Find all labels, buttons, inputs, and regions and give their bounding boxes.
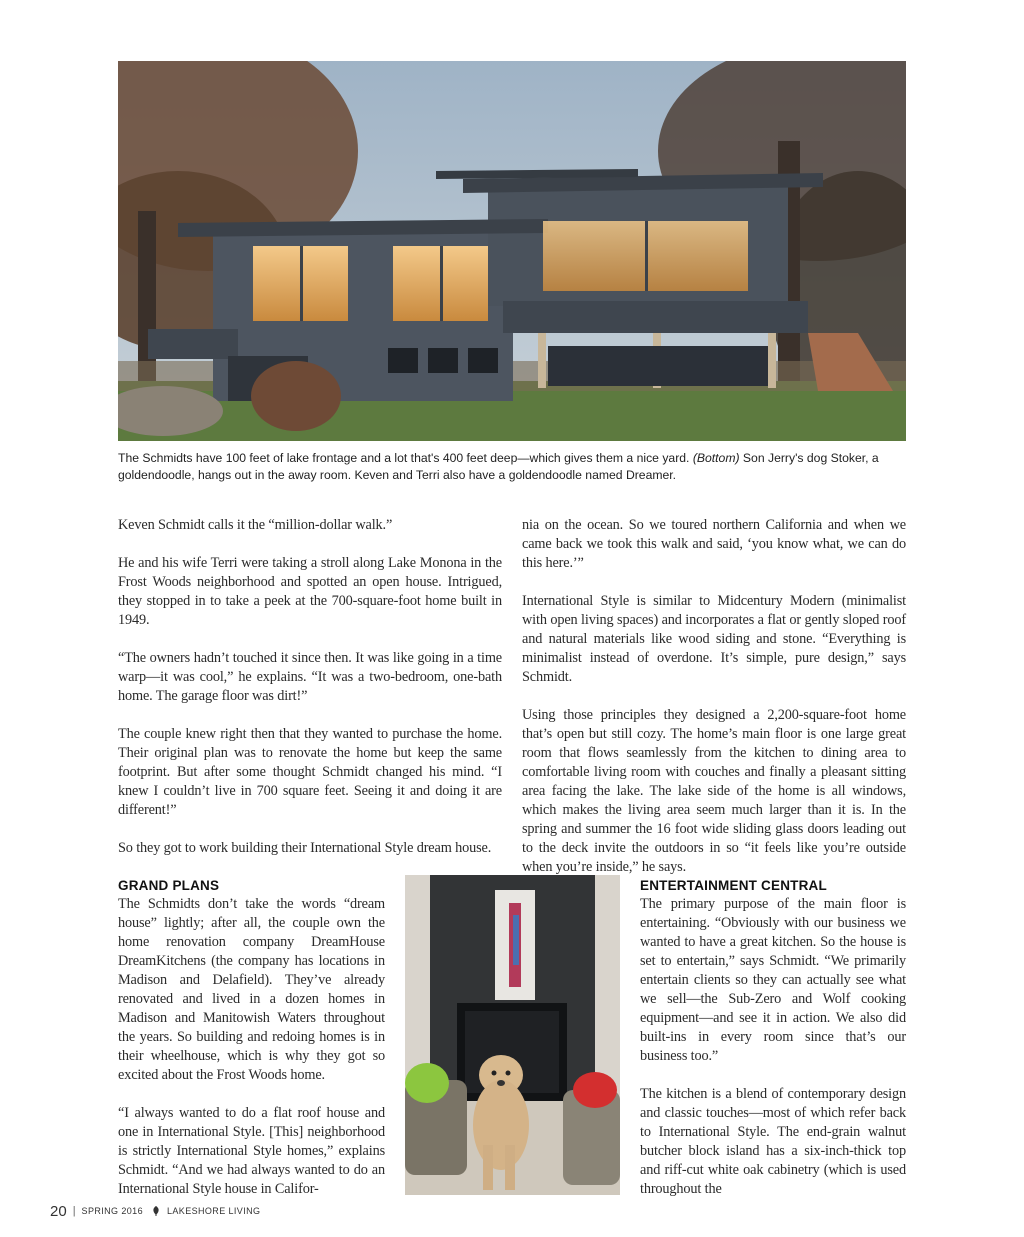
paragraph: Keven Schmidt calls it the “million-dollar walk.” <box>118 517 393 533</box>
grand-plans-section <box>118 876 385 1199</box>
paragraph: “The owners hadn’t touched it since then. It was like going in a time warp—it was cool,” he explains. “It was a two-bedroom, one-bath home. The garage floor was dirt!” <box>118 650 502 704</box>
photo-caption: The Schmidts have 100 feet of lake frontage and a lot that's 400 feet deep—which gives them a nice yard. (Bottom) Son Jerry's dog Stoker, a goldendoodle, hangs out in the away room. Keven and Terri also have a goldendoodle named Dreamer. <box>118 451 879 482</box>
entertainment-section <box>640 876 906 1199</box>
dog-photo <box>405 875 620 1195</box>
paragraph: “I always wanted to do a flat roof house and one in International Style. [This] neighborhood is strictly International Style homes,” explains Schmidt. “And we had always wanted to do an International Style house in Califor- <box>118 1105 385 1197</box>
paragraph: The Schmidts don’t take the words “dream house” lightly; after all, the couple own the home renovation company DreamHouse DreamKitchens (the company has locations in Madison and Delafield). They’ve already renovated and lived in a dozen homes in Madison and Manitowish Waters throughout the years. So building and redoing homes is in their wheelhouse, which is why they got so excited about the Frost Woods home. <box>118 896 385 1083</box>
caption-emphasis: (Bottom) <box>692 451 740 465</box>
section-heading-entertainment: ENTERTAINMENT CENTRAL <box>640 878 827 893</box>
section-heading-grand-plans: GRAND PLANS <box>118 878 220 893</box>
magazine-name: LAKESHORE LIVING <box>166 1206 261 1216</box>
paragraph: So they got to work building their International Style dream house. <box>118 840 492 856</box>
page-number: 20 <box>50 1202 67 1220</box>
paragraph: Using those principles they designed a 2,200-square-foot home that’s open but still cozy. The home’s main floor is one large great room that flows seamlessly from the kitchen to dining area to comfortable living room with couches and finally a pleasant sitting area facing the lake. The lake side of the home is all windows, which makes the living area seem much larger than it is. In the spring and summer the 16 foot wide sliding glass doors leading out to the deck invite the outdoors in so “it feels like you’re outside when you’re inside,” he says. <box>522 707 906 875</box>
article-column-left <box>118 516 502 858</box>
paragraph: nia on the ocean. So we toured northern California and when we came back we took this walk and said, ‘you know what, we can do this here.’” <box>522 517 906 571</box>
paragraph: The couple knew right then that they wanted to purchase the home. Their original plan was to renovate the home but keep the same footprint. But after some thought Schmidt changed his mind. “I knew I couldn’t live in 700 square feet. Seeing it and doing it are different!” <box>118 726 502 818</box>
issue-label: SPRING 2016 <box>81 1206 143 1216</box>
footer-separator: | <box>72 1205 76 1217</box>
house-exterior-photo <box>118 61 906 441</box>
paragraph: The kitchen is a blend of contemporary design and classic touches—most of which refer back to International Style. The end-grain walnut butcher block island has a six-inch-thick top and riff-cut white oak cabinetry (which is used throughout the <box>640 1086 906 1197</box>
paragraph: He and his wife Terri were taking a stroll along Lake Monona in the Frost Woods neighborhood and spotted an open house. Intrigued, they stopped in to take a peek at the 700-square-foot home built in 1949. <box>118 555 502 628</box>
leaf-icon <box>151 1206 161 1216</box>
page-footer <box>50 1202 260 1220</box>
paragraph: International Style is similar to Midcentury Modern (minimalist with open living spaces) and incorporates a flat or gently sloped roof and natural materials like wood siding and stone. “Everything is minimalist instead of overdone. It’s simple, pure design,” says Schmidt. <box>522 593 906 685</box>
paragraph: The primary purpose of the main floor is entertaining. “Obviously with our business we wanted to have a great kitchen. So the house is set to entertain,” says Schmidt. “We primarily entertain clients so they can actually see what we sell—the Sub-Zero and Wolf cooking equipment—and see it in action. We also did built-ins in every room since that’s our business too.” <box>640 896 906 1064</box>
article-column-right <box>522 516 906 877</box>
